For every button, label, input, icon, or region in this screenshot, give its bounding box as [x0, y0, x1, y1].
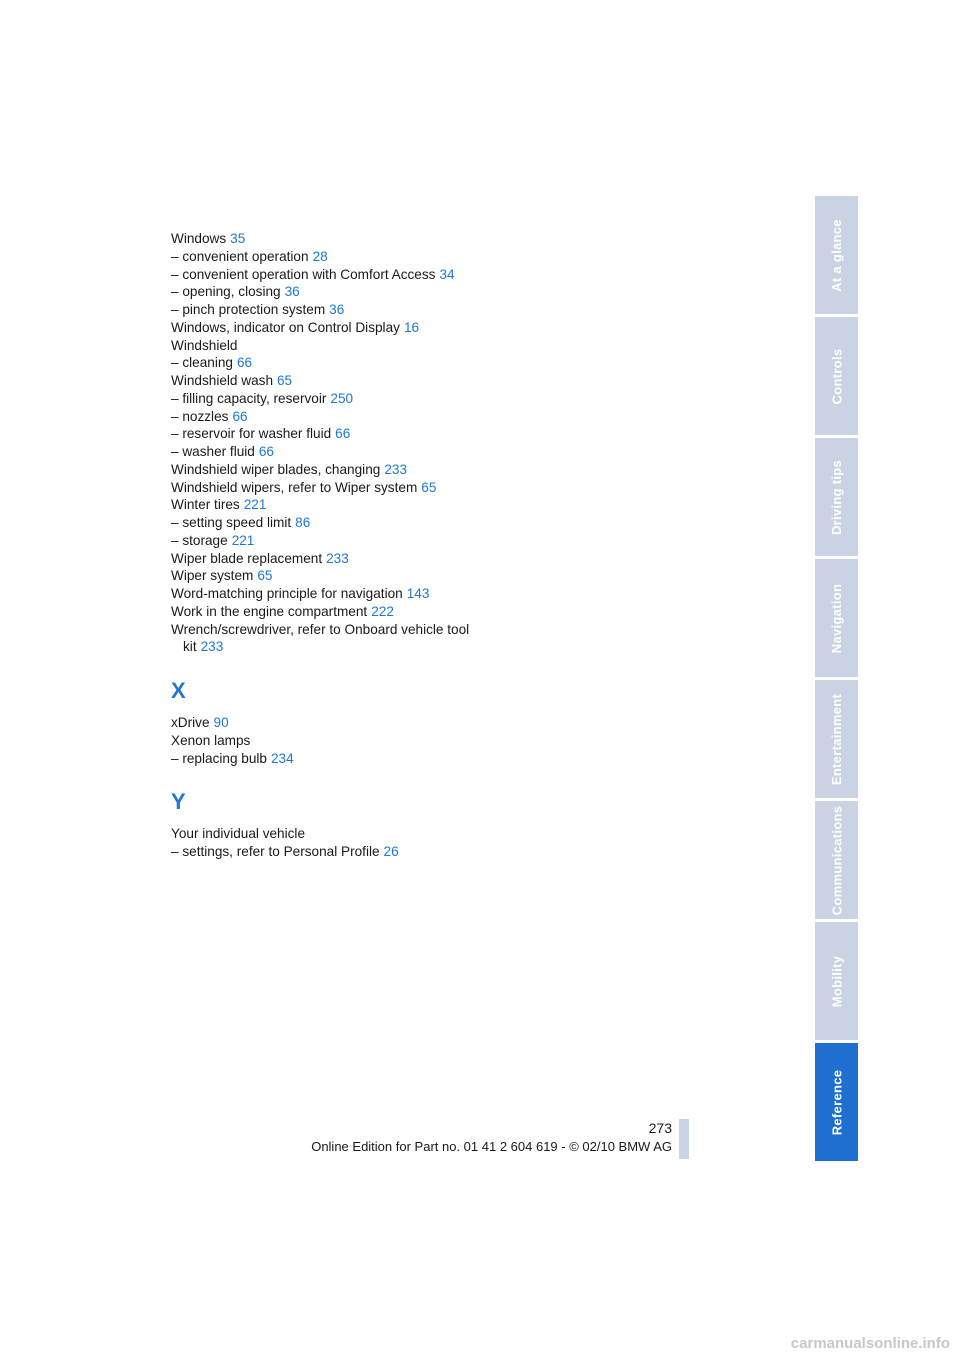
section-letter: X	[171, 678, 186, 703]
chapter-tab-at-a-glance[interactable]	[815, 196, 858, 314]
index-entry	[171, 532, 471, 550]
page-reference-link[interactable]: 65	[277, 373, 293, 388]
page-reference-link[interactable]: 234	[270, 750, 294, 766]
chapter-tab-label: Controls	[829, 348, 844, 404]
page-reference-link[interactable]: 221	[243, 497, 267, 513]
chapter-tab-reference[interactable]	[815, 1043, 858, 1161]
index-entry-text: – setting speed limit	[171, 515, 292, 530]
index-entry	[171, 425, 471, 443]
chapter-tab-label: Navigation	[829, 583, 844, 653]
index-entry	[171, 479, 471, 497]
index-entry-text: Your individual vehicle	[171, 826, 306, 842]
index-entry-text: – cleaning	[171, 355, 233, 371]
index-entry-text: – settings, refer to Personal Profile	[171, 844, 380, 859]
page-reference-link[interactable]: 233	[326, 550, 349, 566]
watermark-text: carmanualsonline.info	[790, 1335, 950, 1352]
chapter-tab-driving-tips[interactable]	[815, 438, 858, 556]
index-entry	[171, 496, 471, 514]
index-entry-text: – reservoir for washer fluid	[171, 426, 332, 442]
page-reference-link[interactable]: 86	[295, 515, 311, 530]
page-reference-link[interactable]: 28	[312, 248, 328, 264]
index-entry	[171, 461, 471, 479]
index-entry-text: Windshield wiper blades, changing	[171, 461, 381, 477]
chapter-tab-controls[interactable]	[815, 317, 858, 435]
index-entries-w	[171, 230, 471, 656]
page-reference-link[interactable]: 65	[421, 479, 437, 495]
index-entry-text: Word-matching principle for navigation	[171, 586, 403, 601]
index-entry-text: Windshield	[171, 337, 238, 353]
index-entry	[171, 390, 471, 408]
page-reference-link[interactable]: 36	[329, 302, 345, 317]
chapter-tab-entertainment[interactable]	[815, 680, 858, 798]
index-entry-text: – pinch protection system	[171, 302, 326, 317]
index-entry-text: – replacing bulb	[171, 750, 267, 766]
index-column	[171, 230, 471, 861]
index-entry-text: xDrive	[171, 715, 210, 730]
index-entry	[171, 714, 471, 732]
page-reference-link[interactable]: 34	[439, 266, 455, 282]
index-entry	[171, 843, 471, 861]
index-entry-text: – filling capacity, reservoir	[171, 390, 327, 406]
chapter-tab-label: Driving tips	[829, 459, 845, 535]
page-reference-link[interactable]: 250	[330, 390, 354, 406]
index-entry-text: – washer fluid	[171, 444, 255, 459]
index-entry-text: – convenient operation	[171, 248, 309, 264]
index-entry	[171, 443, 471, 461]
index-entry	[171, 567, 471, 585]
chapter-tab-communications[interactable]	[815, 801, 858, 919]
chapter-tab-mobility[interactable]	[815, 922, 858, 1040]
index-entry-text: – nozzles	[171, 408, 229, 424]
index-entry	[171, 319, 471, 337]
page-edge-bar	[679, 1119, 689, 1159]
page-reference-link[interactable]: 233	[200, 639, 224, 655]
index-entry-text: – storage	[171, 532, 228, 548]
edition-line: Online Edition for Part no. 01 41 2 604 619 - © 02/10 BMW AG	[311, 1139, 672, 1154]
page-reference-link[interactable]: 36	[284, 284, 300, 300]
page-reference-link[interactable]: 66	[258, 444, 274, 459]
page-reference-link[interactable]: 65	[257, 568, 273, 584]
index-entry-text: Winter tires	[171, 497, 240, 513]
index-entry-text: Wiper system	[171, 568, 254, 584]
index-entry	[171, 372, 471, 390]
page-reference-link[interactable]: 26	[383, 844, 399, 859]
index-entry	[171, 825, 471, 843]
page-reference-link[interactable]: 90	[213, 715, 229, 730]
index-entry	[171, 283, 471, 301]
page-reference-link[interactable]: 16	[403, 319, 420, 335]
chapter-tabs	[815, 196, 858, 1164]
index-entry	[171, 732, 471, 750]
index-sections	[171, 680, 471, 861]
index-entry-text: Windows, indicator on Control Display	[171, 319, 400, 335]
index-entry	[171, 408, 471, 426]
index-entry-text: Wiper blade replacement	[171, 550, 323, 566]
index-entry	[171, 248, 471, 266]
index-entry	[171, 514, 471, 532]
page-reference-link[interactable]: 222	[371, 603, 394, 619]
index-entry	[171, 550, 471, 568]
index-entry	[171, 230, 471, 248]
chapter-tab-label: Communications	[829, 805, 844, 915]
index-entry	[171, 266, 471, 284]
chapter-tab-label: At a glance	[829, 218, 844, 292]
page-reference-link[interactable]: 143	[406, 586, 430, 601]
index-entry-text: – opening, closing	[171, 284, 281, 300]
chapter-tab-label: Entertainment	[829, 693, 844, 785]
chapter-tab-label: Reference	[829, 1069, 845, 1135]
index-entry	[171, 354, 471, 372]
index-entry	[171, 585, 471, 603]
chapter-tab-label: Mobility	[829, 955, 845, 1007]
index-entry-text: Wrench/screwdriver, refer to Onboard vehicle tool kit	[171, 621, 470, 655]
index-entry	[171, 621, 471, 657]
page-reference-link[interactable]: 233	[384, 461, 408, 477]
index-entry-text: Work in the engine compartment	[171, 603, 368, 619]
index-entry-text: – convenient operation with Comfort Access	[171, 266, 436, 282]
chapter-tab-navigation[interactable]	[815, 559, 858, 677]
page-reference-link[interactable]: 221	[231, 532, 255, 548]
page-reference-link[interactable]: 66	[232, 408, 248, 424]
page-number: 273	[648, 1120, 672, 1136]
index-entry-text: Windows	[171, 231, 227, 246]
index-entry	[171, 337, 471, 355]
index-entry	[171, 301, 471, 319]
page-reference-link[interactable]: 35	[230, 231, 246, 246]
index-entry	[171, 750, 471, 768]
section-letter: Y	[171, 789, 186, 815]
index-entry	[171, 603, 471, 621]
index-entry-text: Xenon lamps	[171, 732, 251, 748]
page-reference-link[interactable]: 66	[335, 426, 351, 442]
index-entry-text: Windshield wipers, refer to Wiper system	[171, 479, 418, 495]
page-reference-link[interactable]: 66	[236, 355, 253, 371]
index-entry-text: Windshield wash	[171, 373, 273, 388]
